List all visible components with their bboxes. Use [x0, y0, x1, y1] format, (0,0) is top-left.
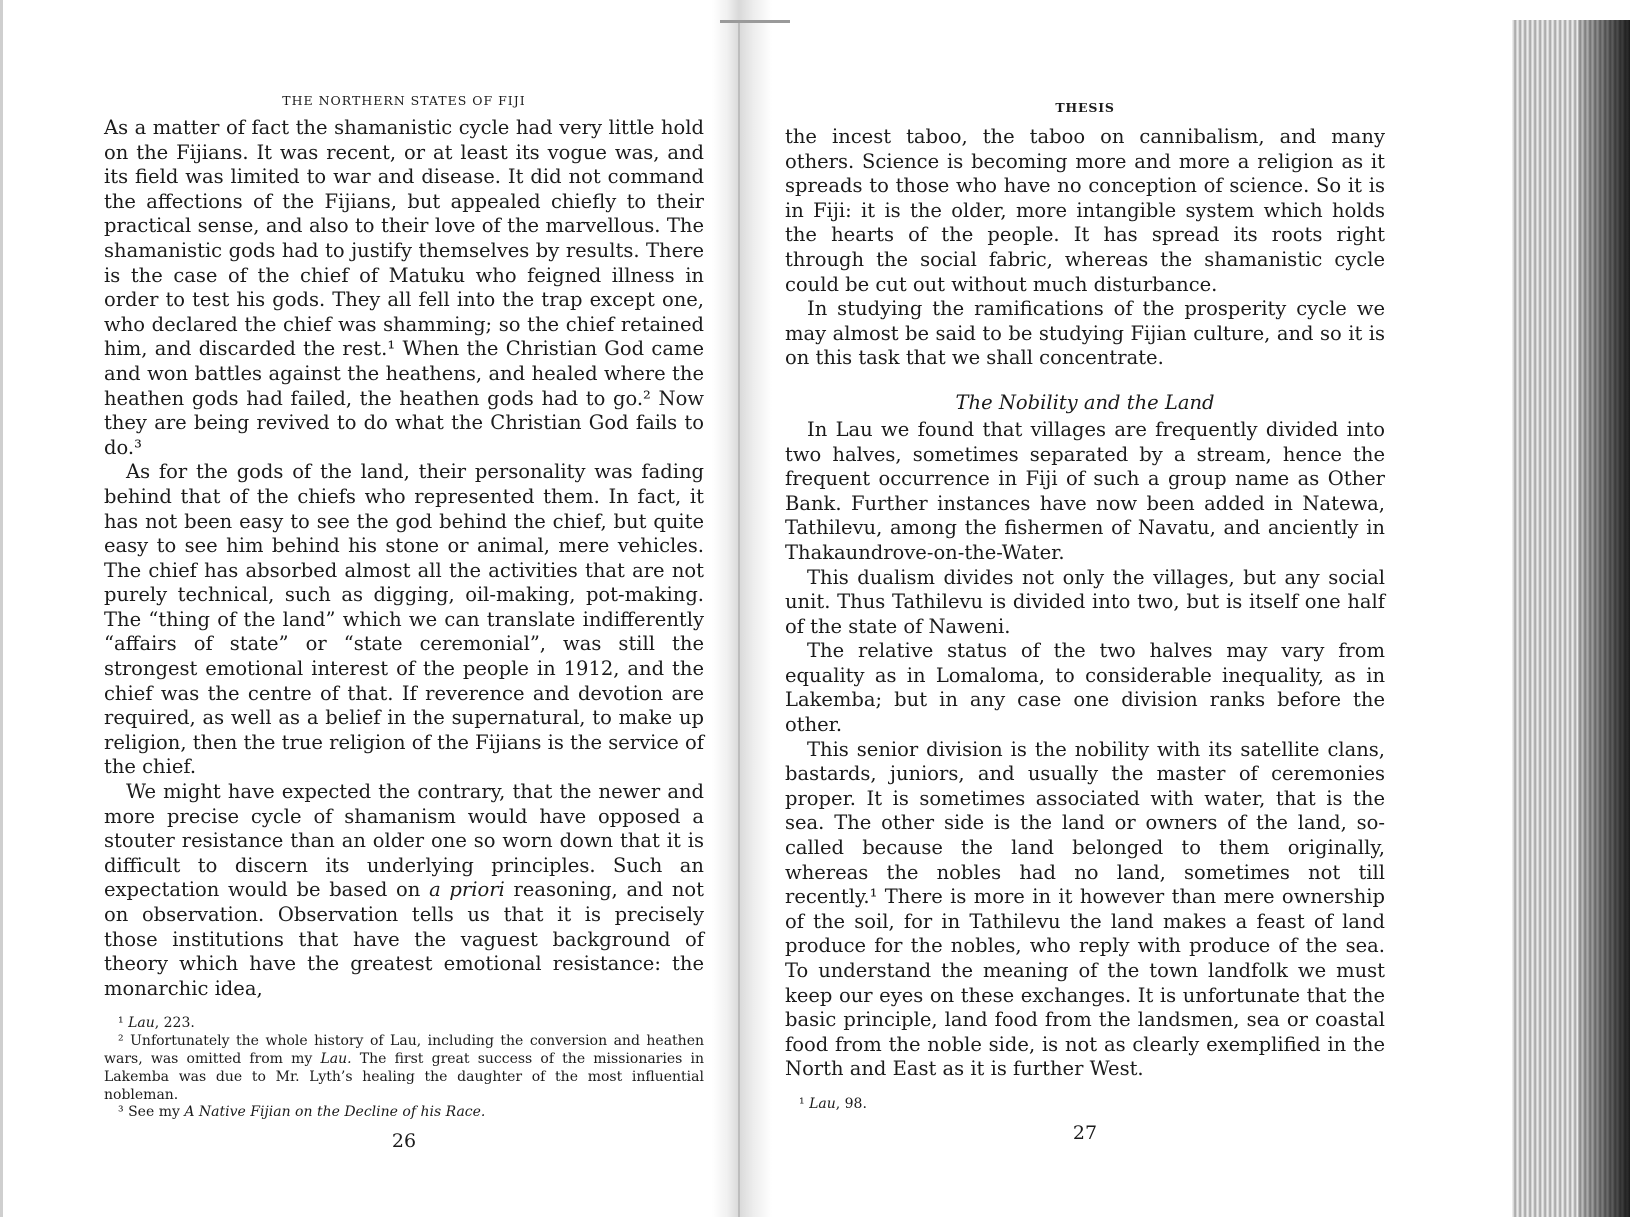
left-paragraph-3-start: We might have expected the contrary, that the newer and more precise cycle of shamanism would have opposed a stouter resistance than an older one so worn down that it is difficult to discern its underlying principles. Such an expectation would be based on — [104, 780, 704, 902]
right-paragraph-2: In studying the ramifications of the prosperity cycle we may almost be said to be studying Fijian culture, and so it is on this task that we shall concentrate. — [785, 297, 1385, 370]
footnote-1-text: , 98. — [835, 1095, 867, 1112]
right-footnote-1 — [785, 1096, 1385, 1114]
left-footnotes — [104, 1015, 704, 1122]
right-paragraph-5: The relative status of the two halves may vary from equality as in Lomaloma, to considerable inequality, as in Lakemba; but in any case one division ranks before the other. — [785, 639, 1385, 737]
left-paragraph-1: As a matter of fact the shamanistic cycle had very little hold on the Fijians. It was recent, or at least its vogue was, and its field was limited to war and disease. It did not command the affections of the Fijians, but appealed chiefly to their practical sense, and also to their love of the marvellous. The shamanistic gods had to justify themselves by results. There is the case of the chief of Matuku who feigned illness in order to test his gods. They all fell into the trap except one, who declared the chief was shamming; so the chief retained him, and discarded the rest.¹ When the Christian God came and won battles against the heathens, and healed where the heathen gods had failed, the heathen gods had to go.² Now they are being revived to do what the Christian God fails to do.³ — [104, 116, 704, 459]
book-gutter — [712, 0, 772, 1217]
footnote-marker: ³ — [118, 1104, 124, 1121]
scan-left-edge — [0, 0, 3, 1217]
left-paragraph-2: As for the gods of the land, their personality was fading behind that of the chiefs who represented them. In fact, it has not been easy to see the god behind the chief, but quite easy to see him behind his stone or animal, mere vehicles. The chief has absorbed almost all the activities that are not purely technical, such as digging, oil-making, pot-making. The “thing of the land” which we can translate indifferently “affairs of state” or “state ceremonial”, was still the strongest emotional interest of the people in 1912, and the chief was the centre of that. If reverence and devotion are required, as well as a belief in the supernatural, to make up religion, then the true religion of the Fijians is the service of the chief. — [104, 460, 704, 779]
footnote-marker: ² — [118, 1033, 124, 1050]
right-page-number: 27 — [1072, 1121, 1098, 1144]
footnote-3-title: A Native Fijian on the Decline of his Race. — [184, 1104, 486, 1121]
page-edges-shadow — [1578, 20, 1630, 1217]
left-footnote-3 — [104, 1104, 704, 1122]
footnote-2-text-end: The first great success of the missionaries in Lakemba was due to Mr. Lyth’s healing the daughter of the most influential nobleman. — [104, 1050, 704, 1103]
left-footnote-2 — [104, 1033, 704, 1104]
left-footnote-1 — [104, 1015, 704, 1033]
left-running-head: THE NORTHERN STATES OF FIJI — [282, 93, 526, 108]
footnote-2-title: Lau. — [320, 1050, 352, 1067]
gutter-top-shadow — [720, 20, 790, 23]
a-priori-italic: a priori — [429, 878, 505, 902]
footnote-1-title: Lau — [128, 1015, 155, 1032]
right-page — [785, 100, 1385, 1144]
right-paragraph-4: This dualism divides not only the villages, but any social unit. Thus Tathilevu is divided into two, but is itself one half of the state of Naweni. — [785, 565, 1385, 638]
section-title: The Nobility and the Land — [955, 390, 1215, 414]
footnote-3-text: See my — [128, 1104, 185, 1121]
right-paragraph-3: In Lau we found that villages are frequently divided into two halves, sometimes separated by a stream, hence the frequent occurrence in Fiji of such a group name as Other Bank. Further instances have now been added in Natewa, Tathilevu, among the fishermen of Navatu, and anciently in Thakaundrove-on-the-Water. — [785, 417, 1385, 564]
right-paragraph-1: the incest taboo, the taboo on cannibalism, and many others. Science is becoming more and more a religion as it spreads to those who have no conception of science. So it is in Fiji: it is the older, more intangible system which holds the hearts of the people. It has spread its roots right through the social fabric, whereas the shamanistic cycle could be cut out without much disturbance. — [785, 125, 1385, 296]
right-paragraph-6: This senior division is the nobility with its satellite clans, bastards, juniors, and usually the master of ceremonies proper. It is sometimes associated with water, that is the sea. The other side is the land or owners of the land, so-called because the land belonged to them originally, whereas the nobles had no land, sometimes not till recently.¹ There is more in it however than mere ownership of the soil, for in Tathilevu the land makes a feast of land produce for the nobles, who reply with produce of the sea. To understand the meaning of the town landfolk we must keep our eyes on these exchanges. It is unfortunate that the basic principle, land food from the landsmen, sea or coastal food from the noble side, is not as clearly exemplified in the North and East as it is further West. — [785, 737, 1385, 1081]
gutter-fold-line — [738, 22, 740, 1217]
right-footnotes — [785, 1096, 1385, 1114]
left-page-number: 26 — [391, 1130, 417, 1153]
footnote-1-text: , 223. — [154, 1015, 195, 1032]
footnote-marker: ¹ — [799, 1095, 805, 1112]
footnote-1-title: Lau — [809, 1095, 836, 1112]
footnote-2-text-start: Unfortunately the whole history of Lau, including the conversion and heathen wars, was omitted from my — [104, 1033, 704, 1067]
left-paragraph-3 — [104, 780, 704, 1001]
right-running-head: THESIS — [1055, 100, 1115, 115]
left-page — [104, 93, 704, 1152]
footnote-marker: ¹ — [118, 1015, 124, 1032]
left-paragraph-3-end: reasoning, and not on observation. Observation tells us that it is precisely those institutions that have the vaguest background of theory which have the greatest emotional resistance: the monarchic idea, — [104, 878, 704, 1000]
